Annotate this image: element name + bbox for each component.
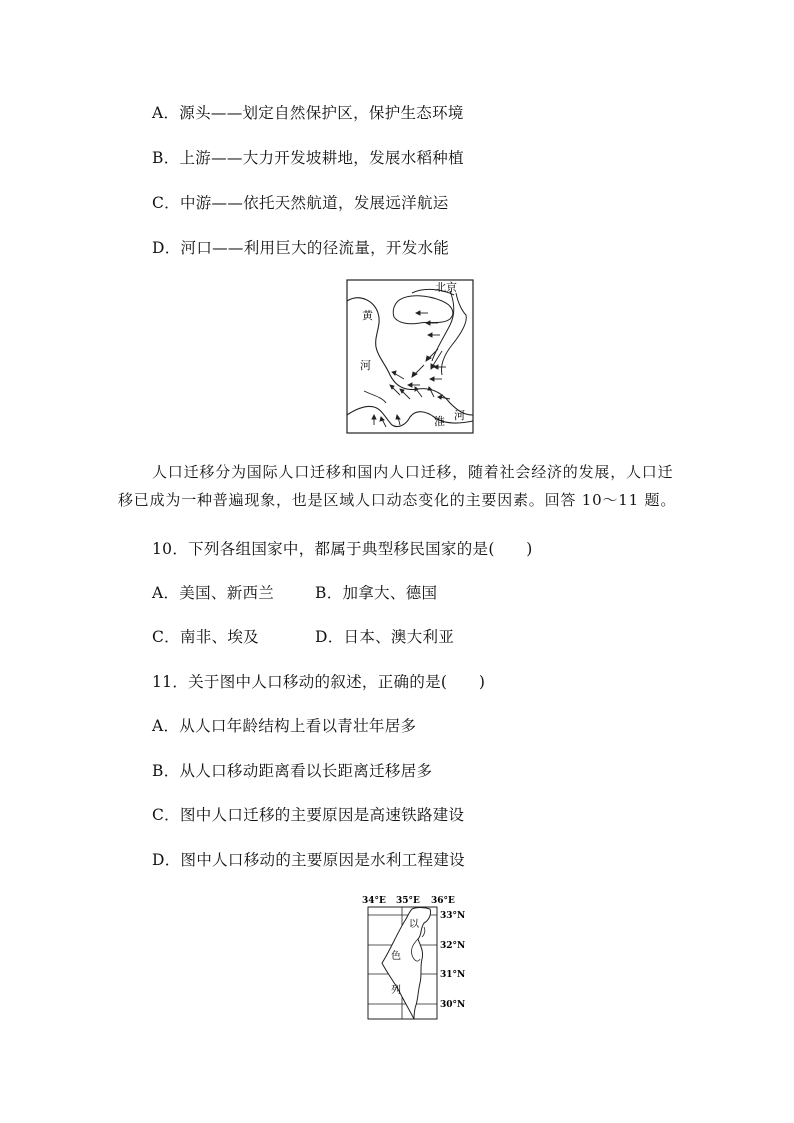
q9-option-b: B．上游——大力开发坡耕地，发展水稻种植 xyxy=(152,149,464,167)
israel-map xyxy=(360,893,472,1023)
passage-line-1: 人口迁移分为国际人口迁移和国内人口迁移，随着社会经济的发展，人口迁 xyxy=(152,463,674,481)
passage-line-2: 移已成为一种普遍现象，也是区域人口动态变化的主要因素。回答 10～11 题。 xyxy=(118,491,677,509)
q11-option-c: C．图中人口迁移的主要原因是高速铁路建设 xyxy=(152,806,465,824)
label-huai: 淮 xyxy=(434,415,445,428)
label-beijing: 北京 xyxy=(435,281,457,294)
lat-label-31: 31°N xyxy=(440,970,466,980)
lon-label-36: 36°E xyxy=(431,896,455,906)
q10-stem: 10．下列各组国家中，都属于典型移民国家的是( ) xyxy=(152,540,533,558)
lon-label-34: 34°E xyxy=(362,896,386,906)
country-char-1: 以 xyxy=(409,919,419,930)
q11-stem: 11．关于图中人口移动的叙述，正确的是( ) xyxy=(152,673,486,691)
migration-map xyxy=(346,279,474,434)
country-char-2: 色 xyxy=(391,951,401,962)
q9-option-d: D．河口——利用巨大的径流量，开发水能 xyxy=(152,239,450,257)
label-he-2: 河 xyxy=(454,409,465,422)
lat-label-30: 30°N xyxy=(440,1000,466,1010)
q11-option-a: A．从人口年龄结构上看以青壮年居多 xyxy=(152,717,417,735)
q10-option-b: B．加拿大、德国 xyxy=(315,584,438,602)
lat-label-33: 33°N xyxy=(440,911,466,921)
q9-option-c: C．中游——依托天然航道，发展远洋航运 xyxy=(152,194,449,212)
country-char-3: 列 xyxy=(391,985,401,996)
label-huang: 黄 xyxy=(362,309,373,322)
q10-option-d: D．日本、澳大利亚 xyxy=(315,628,455,646)
label-he-1: 河 xyxy=(360,359,371,372)
lon-label-35: 35°E xyxy=(396,896,420,906)
q10-option-c: C．南非、埃及 xyxy=(152,628,259,646)
q9-option-a: A．源头——划定自然保护区，保护生态环境 xyxy=(152,104,464,122)
q11-option-d: D．图中人口移动的主要原因是水利工程建设 xyxy=(152,851,465,869)
lat-label-32: 32°N xyxy=(440,941,466,951)
q11-option-b: B．从人口移动距离看以长距离迁移居多 xyxy=(152,762,433,780)
q10-option-a: A．美国、新西兰 xyxy=(152,584,275,602)
